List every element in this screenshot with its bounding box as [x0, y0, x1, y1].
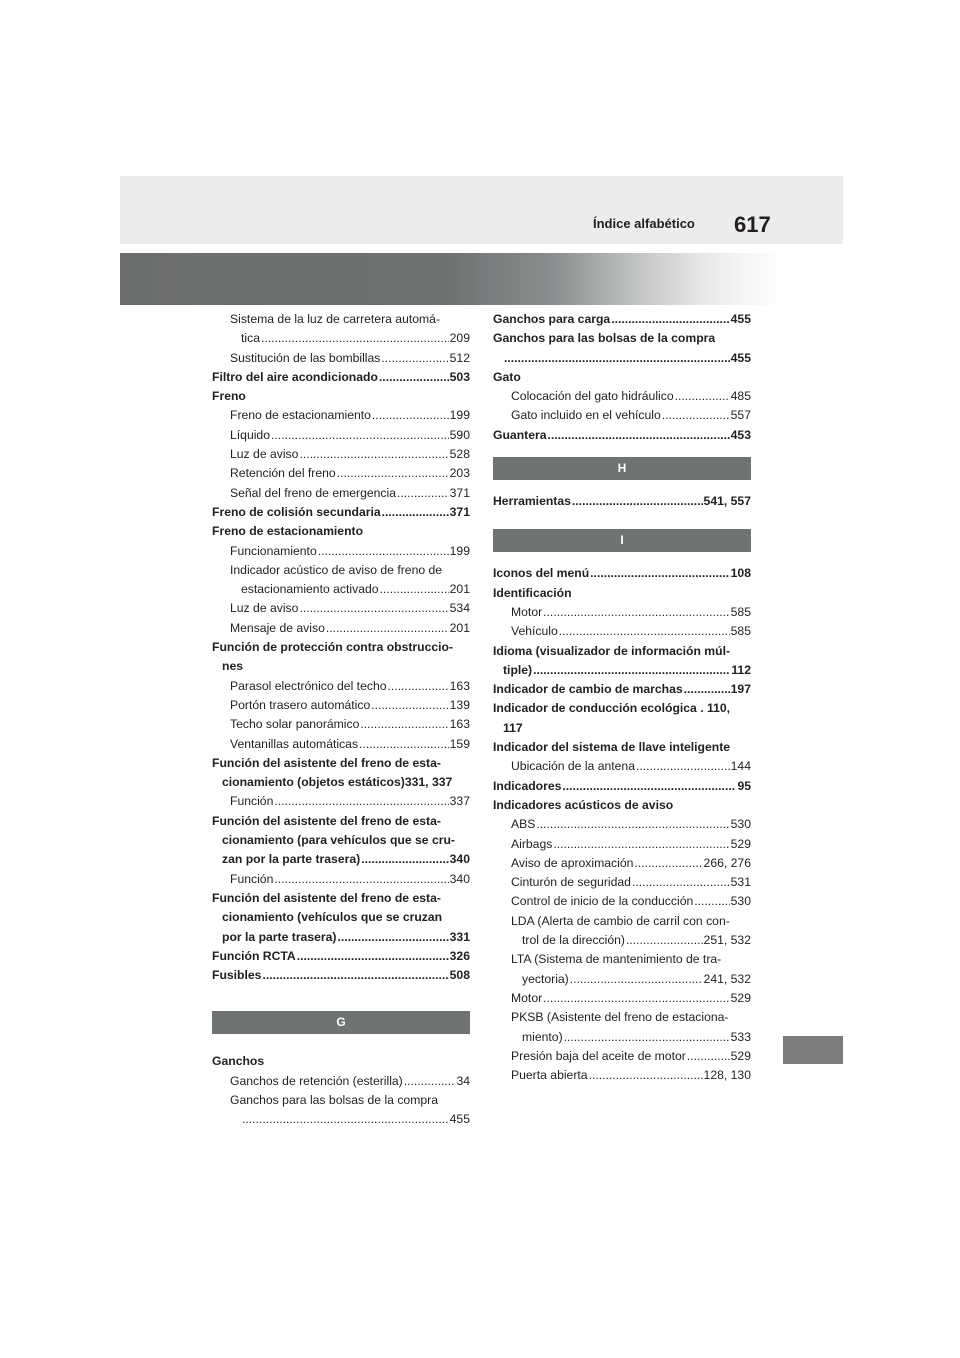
- header-gradient-bar: [120, 253, 843, 305]
- index-entry: Gato: [493, 369, 521, 384]
- index-entry: Guantera ..... 453: [493, 426, 751, 445]
- index-entry: Freno de colisión secundaria ..... 371: [212, 503, 470, 522]
- index-entry: Función del asistente del freno de esta-: [212, 755, 441, 770]
- index-entry: ..... 455: [212, 1110, 470, 1129]
- index-entry: Luz de aviso ..... 534: [212, 599, 470, 618]
- index-entry: Colocación del gato hidráulico ..... 485: [493, 387, 751, 406]
- index-entry: Ganchos para las bolsas de la compra: [493, 331, 716, 346]
- index-entry: Función ..... 337: [212, 792, 470, 811]
- index-entry: ..... 455: [493, 349, 751, 368]
- index-column-right: [493, 310, 751, 1085]
- index-entry: Presión baja del aceite de motor ..... 529: [493, 1047, 751, 1066]
- index-entry: Freno de estacionamiento: [212, 524, 364, 539]
- index-entry: Indicador acústico de aviso de freno de: [230, 562, 443, 577]
- index-entry: 117: [503, 720, 523, 735]
- index-entry: Motor ..... 529: [493, 989, 751, 1008]
- index-column-left: [212, 310, 470, 1130]
- index-entry: Mensaje de aviso ..... 201: [212, 619, 470, 638]
- letter-header-i: I: [493, 529, 751, 552]
- index-entry: Filtro del aire acondicionado ..... 503: [212, 368, 470, 387]
- index-entry: Indicador de conducción ecológica . 110,: [493, 701, 731, 716]
- index-entry: nes: [222, 659, 244, 674]
- index-entry: Líquido ..... 590: [212, 426, 470, 445]
- index-entry: Ganchos para las bolsas de la compra: [230, 1092, 438, 1107]
- index-entry: Airbags ..... 529: [493, 835, 751, 854]
- index-entry: cionamiento (para vehículos que se cru-: [222, 833, 455, 848]
- index-entry: Función RCTA ..... 326: [212, 947, 470, 966]
- index-entry: LDA (Alerta de cambio de carril con con-: [511, 913, 730, 928]
- index-entry: tica ..... 209: [212, 329, 470, 348]
- index-entry: Herramientas ..... 541, 557: [493, 492, 751, 511]
- index-entry: Freno de estacionamiento ..... 199: [212, 406, 470, 425]
- index-entry: Indicadores ..... 95: [493, 777, 751, 796]
- index-entry: Ubicación de la antena ..... 144: [493, 757, 751, 776]
- index-entry: Portón trasero automático ..... 139: [212, 696, 470, 715]
- index-entry: Retención del freno ..... 203: [212, 464, 470, 483]
- index-entry: Fusibles ..... 508: [212, 966, 470, 985]
- index-entry: LTA (Sistema de mantenimiento de tra-: [511, 952, 722, 967]
- index-entry: Funcionamiento ..... 199: [212, 542, 470, 561]
- index-entry: Vehículo ..... 585: [493, 622, 751, 641]
- index-entry: Identificación: [493, 585, 572, 600]
- index-entry: Indicador del sistema de llave inteligente: [493, 740, 731, 755]
- index-entry: trol de la dirección) ..... 251, 532: [493, 931, 751, 950]
- index-entry: Función del asistente del freno de esta-: [212, 813, 441, 828]
- index-entry: Gato incluido en el vehículo ..... 557: [493, 406, 751, 425]
- index-entry: Señal del freno de emergencia ..... 371: [212, 484, 470, 503]
- index-entry: cionamiento (vehículos que se cruzan: [222, 910, 443, 925]
- index-entry: Función ..... 340: [212, 870, 470, 889]
- index-entry: tiple) ..... 112: [493, 661, 751, 680]
- index-entry: Puerta abierta ..... 128, 130: [493, 1066, 751, 1085]
- index-entry: Freno: [212, 389, 246, 404]
- index-entry: Aviso de aproximación ..... 266, 276: [493, 854, 751, 873]
- index-entry: Ganchos de retención (esterilla) ..... 34: [212, 1072, 470, 1091]
- index-entry: Función de protección contra obstruccio-: [212, 640, 454, 655]
- index-entry: Control de inicio de la conducción ..... 530: [493, 892, 751, 911]
- index-entry: zan por la parte trasera) ..... 340: [212, 850, 470, 869]
- index-entry: Indicador de cambio de marchas ..... 197: [493, 680, 751, 699]
- index-entry: Sustitución de las bombillas ..... 512: [212, 349, 470, 368]
- index-entry: estacionamiento activado ..... 201: [212, 580, 470, 599]
- index-entry: ABS ..... 530: [493, 815, 751, 834]
- index-entry: Función del asistente del freno de esta-: [212, 890, 441, 905]
- letter-header-g: G: [212, 1011, 470, 1034]
- letter-header-h: H: [493, 457, 751, 480]
- index-entry: Indicadores acústicos de aviso: [493, 797, 674, 812]
- chapter-side-tab: [783, 1036, 843, 1064]
- index-entry: Iconos del menú ..... 108: [493, 564, 751, 583]
- section-title: Índice alfabético: [593, 216, 695, 231]
- index-entry: miento) ..... 533: [493, 1028, 751, 1047]
- index-entry: por la parte trasera) ..... 331: [212, 928, 470, 947]
- index-entry: Ventanillas automáticas ..... 159: [212, 735, 470, 754]
- index-entry: Parasol electrónico del techo ..... 163: [212, 677, 470, 696]
- index-entry: Motor ..... 585: [493, 603, 751, 622]
- index-entry: Idioma (visualizador de información múl-: [493, 643, 731, 658]
- index-entry: Ganchos para carga ..... 455: [493, 310, 751, 329]
- index-entry: yectoria) ..... 241, 532: [493, 970, 751, 989]
- index-entry: PKSB (Asistente del freno de estaciona-: [511, 1010, 729, 1025]
- index-entry: cionamiento (objetos estáticos)331, 337: [222, 775, 453, 790]
- index-entry: Techo solar panorámico ..... 163: [212, 715, 470, 734]
- index-entry: Luz de aviso ..... 528: [212, 445, 470, 464]
- index-entry: Ganchos: [212, 1054, 265, 1069]
- index-entry: Cinturón de seguridad ..... 531: [493, 873, 751, 892]
- page-number: 617: [734, 212, 771, 237]
- index-entry: Sistema de la luz de carretera automá-: [230, 312, 440, 326]
